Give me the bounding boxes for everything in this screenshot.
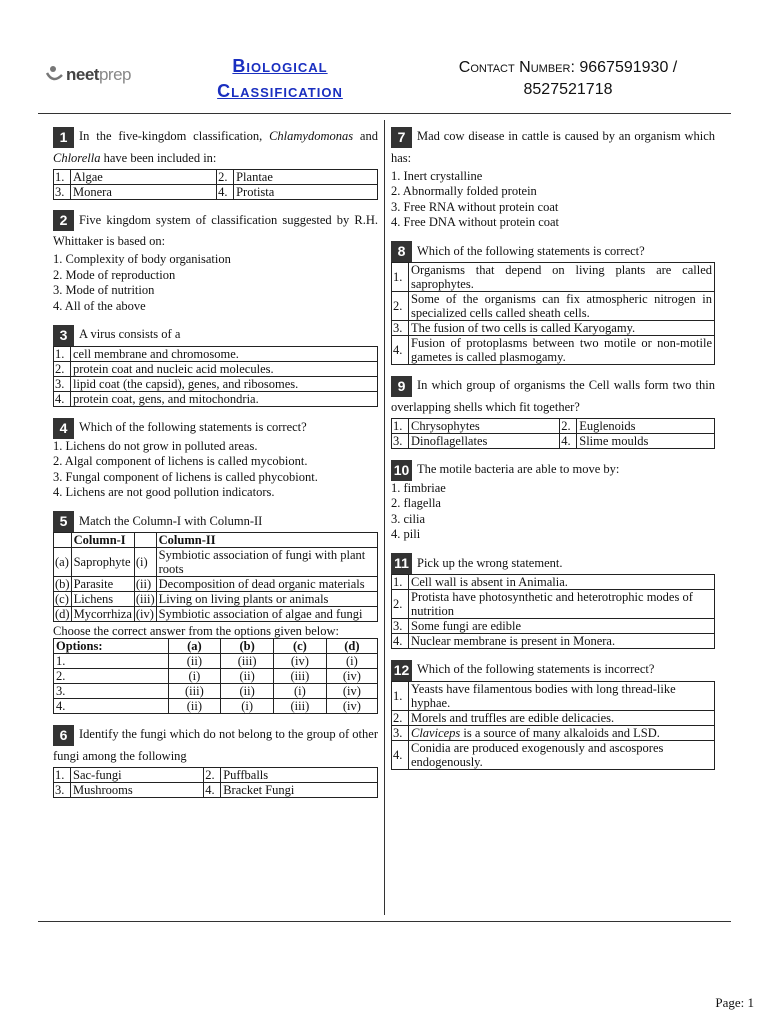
- question-10: [391, 459, 715, 543]
- question-number: 1: [53, 127, 74, 148]
- option-item: 1. Complexity of body organisation: [53, 252, 231, 267]
- cell: (ii): [221, 669, 274, 684]
- option-text: Euglenoids: [577, 418, 715, 433]
- cell: 4.: [54, 699, 169, 714]
- cell: Symbiotic association of fungi with plant roots: [156, 548, 377, 577]
- option-number: 3.: [54, 782, 71, 797]
- person-icon: [44, 64, 66, 86]
- column-divider: [384, 120, 385, 915]
- option-number: 4.: [392, 634, 409, 649]
- contact-number-1: 9667591930 /: [579, 59, 678, 76]
- question-number: 12: [391, 660, 412, 681]
- question-text: have been included in:: [100, 150, 217, 165]
- option-number: 1.: [54, 767, 71, 782]
- question-number: 10: [391, 460, 412, 481]
- cell: (i): [274, 684, 327, 699]
- page-number: Page: 1: [715, 995, 754, 1010]
- contact-number-2: 8527521718: [523, 81, 613, 98]
- options-table: [53, 169, 378, 200]
- question-4: [53, 417, 378, 501]
- option-number: 4.: [392, 740, 409, 769]
- right-column: [391, 126, 715, 780]
- question-7: [391, 126, 715, 231]
- option-text: Monera: [71, 184, 217, 199]
- question-text: Identify the fungi which do not belong to the group of other fungi among the following: [53, 727, 378, 763]
- option-item: 4. Free DNA without protein coat: [391, 215, 560, 230]
- option-text: Some fungi are edible: [409, 619, 715, 634]
- match-table: [53, 532, 378, 622]
- cell: 3.: [54, 684, 169, 699]
- option-item: 3. Fungal component of lichens is called phycobiont.: [53, 469, 318, 484]
- option-number: 2.: [560, 418, 577, 433]
- cell: Saprophyte: [71, 548, 134, 577]
- question-text-italic: Chlorella: [53, 150, 101, 165]
- option-text: [409, 725, 715, 740]
- options-table: [391, 262, 715, 365]
- cell: (iv): [326, 669, 377, 684]
- question-8: [391, 241, 715, 366]
- options-table: [391, 681, 715, 770]
- option-number: 1.: [392, 681, 409, 710]
- option-item: 3. Mode of nutrition: [53, 283, 155, 298]
- question-12: [391, 659, 715, 770]
- option-number: 2.: [54, 361, 71, 376]
- option-item: 2. Algal component of lichens is called mycobiont.: [53, 454, 308, 468]
- options-list: [53, 252, 378, 314]
- column-header: Column-I: [71, 533, 134, 548]
- option-text: Bracket Fungi: [221, 782, 378, 797]
- cell: 2.: [54, 669, 169, 684]
- option-number: 3.: [392, 725, 409, 740]
- option-number: 1.: [392, 575, 409, 590]
- cell: (iv): [326, 699, 377, 714]
- option-item: 3. cilia: [391, 511, 426, 526]
- option-text: protein coat and nucleic acid molecules.: [71, 361, 378, 376]
- option-text: Mushrooms: [71, 782, 204, 797]
- option-text: Algae: [71, 169, 217, 184]
- column-header: Column-II: [156, 533, 377, 548]
- row-label: (ii): [134, 577, 156, 592]
- row-label: (a): [54, 548, 72, 577]
- option-text: Organisms that depend on living plants are called saprophytes.: [409, 263, 715, 292]
- cell: (i): [168, 669, 221, 684]
- column-header: Options:: [54, 639, 169, 654]
- option-text: lipid coat (the capsid), genes, and ribosomes.: [71, 376, 378, 391]
- option-number: 2.: [392, 590, 409, 619]
- question-2: [53, 210, 378, 315]
- cell: (iii): [274, 699, 327, 714]
- option-item: 4. All of the above: [53, 298, 146, 313]
- cell: (ii): [168, 699, 221, 714]
- option-text: Yeasts have filamentous bodies with long thread-like hyphae.: [409, 681, 715, 710]
- question-1: [53, 126, 378, 200]
- option-item: 2. Abnormally folded protein: [391, 184, 537, 199]
- options-table: [53, 346, 378, 407]
- options-table: [391, 418, 715, 449]
- question-number: 9: [391, 376, 412, 397]
- footer-divider: [38, 921, 731, 922]
- title-line-2: Classification: [217, 81, 343, 101]
- option-number: 3.: [54, 376, 71, 391]
- option-item: 4. Lichens are not good pollution indicators.: [53, 485, 275, 499]
- question-text-italic: Chlamydomonas: [269, 129, 354, 143]
- question-text: and: [353, 129, 378, 143]
- option-text: Protista: [234, 184, 378, 199]
- options-list: [391, 481, 715, 543]
- question-number: 6: [53, 725, 74, 746]
- page-title: [180, 54, 380, 104]
- column-header: (b): [221, 639, 274, 654]
- option-item: 1. Inert crystalline: [391, 168, 483, 183]
- question-number: 3: [53, 325, 74, 346]
- cell: (iv): [274, 654, 327, 669]
- option-item: 3. Free RNA without protein coat: [391, 199, 559, 214]
- option-number: 3.: [392, 619, 409, 634]
- question-text: Which of the following statements is correct?: [417, 243, 645, 258]
- cell: Living on living plants or animals: [156, 592, 377, 607]
- column-header: (a): [168, 639, 221, 654]
- option-text: protein coat, gens, and mitochondria.: [71, 391, 378, 406]
- option-text: Plantae: [234, 169, 378, 184]
- question-number: 4: [53, 418, 74, 439]
- question-9: [391, 375, 715, 449]
- option-number: 4.: [392, 336, 409, 365]
- option-text: Some of the organisms can fix atmospheric nitrogen in specialized cells called sheath cells.: [409, 292, 715, 321]
- row-label: (b): [55, 577, 70, 592]
- question-text: Match the Column-I with Column-II: [79, 513, 263, 528]
- option-number: 4.: [54, 391, 71, 406]
- column-header: (d): [326, 639, 377, 654]
- option-text: Sac-fungi: [71, 767, 204, 782]
- cell: Decomposition of dead organic materials: [156, 577, 377, 592]
- option-text: Fusion of protoplasms between two motile or non-motile gametes is called plasmogamy.: [409, 336, 715, 365]
- cell: Mycorrhiza: [71, 607, 134, 622]
- option-text: cell membrane and chromosome.: [71, 346, 378, 361]
- cell: (iv): [326, 684, 377, 699]
- question-text: A virus consists of a: [79, 327, 181, 342]
- option-number: 4.: [204, 782, 221, 797]
- question-text: The motile bacteria are able to move by:: [417, 461, 620, 476]
- option-text: Cell wall is absent in Animalia.: [409, 575, 715, 590]
- neetprep-logo: [44, 64, 131, 86]
- cell: Symbiotic association of algae and fungi: [156, 607, 377, 622]
- option-text: Puffballs: [221, 767, 378, 782]
- cell: (ii): [168, 654, 221, 669]
- column-header: (c): [274, 639, 327, 654]
- row-label: (iv): [134, 607, 156, 622]
- cell: (iii): [168, 684, 221, 699]
- option-text: Nuclear membrane is present in Monera.: [409, 634, 715, 649]
- row-label: (iii): [135, 592, 155, 607]
- page-header: [0, 0, 768, 115]
- question-number: 11: [391, 553, 412, 574]
- question-number: 5: [53, 511, 74, 532]
- option-number: 4.: [560, 433, 577, 448]
- question-text: Which of the following statements is correct?: [79, 419, 307, 434]
- option-text: Chrysophytes: [409, 418, 560, 433]
- option-item: 4. pili: [391, 527, 421, 541]
- logo-text-accent: prep: [98, 65, 131, 84]
- option-number: 4.: [217, 184, 234, 199]
- option-number: 1.: [392, 263, 409, 292]
- option-text: Morels and truffles are edible delicacies.: [409, 710, 715, 725]
- cell: (ii): [221, 684, 274, 699]
- option-text: Conidia are produced exogenously and ascospores endogenously.: [409, 740, 715, 769]
- options-table: [53, 767, 378, 798]
- option-number: 3.: [392, 433, 409, 448]
- option-number: 2.: [204, 767, 221, 782]
- option-item: 2. flagella: [391, 496, 441, 510]
- row-label: (i): [134, 548, 156, 577]
- contact-info: [418, 57, 718, 101]
- option-number: 3.: [54, 184, 71, 199]
- options-table: [391, 574, 715, 649]
- row-label: (d): [55, 607, 70, 622]
- header-divider: [38, 113, 731, 114]
- cell: Parasite: [71, 577, 134, 592]
- cell: (iii): [274, 669, 327, 684]
- option-number: 1.: [54, 346, 71, 361]
- question-text: Which of the following statements is incorrect?: [417, 662, 655, 677]
- option-item: 1. Lichens do not grow in polluted areas.: [53, 438, 258, 453]
- option-item: 2. Mode of reproduction: [53, 267, 176, 282]
- left-column: [53, 126, 378, 808]
- options-list: [391, 169, 715, 231]
- question-11: [391, 553, 715, 650]
- cell: Lichens: [71, 592, 134, 607]
- question-text: Mad cow disease in cattle is caused by an organism which has:: [391, 129, 715, 165]
- answer-options-table: [53, 638, 378, 714]
- logo-text-main: neet: [66, 65, 99, 84]
- question-text: Pick up the wrong statement.: [417, 555, 563, 570]
- cell: (i): [221, 699, 274, 714]
- option-number: 2.: [217, 169, 234, 184]
- question-number: 2: [53, 210, 74, 231]
- question-text: Five kingdom system of classification suggested by R.H. Whittaker is based on:: [53, 212, 378, 249]
- option-text: The fusion of two cells is called Karyogamy.: [409, 321, 715, 336]
- question-text: In which group of organisms the Cell walls form two thin overlapping shells which fit together?: [391, 378, 715, 414]
- question-number: 7: [391, 127, 412, 148]
- options-list: [53, 439, 378, 501]
- question-5: [53, 511, 378, 715]
- option-text: Protista have photosynthetic and heterotrophic modes of nutrition: [409, 590, 715, 619]
- instruction-text: Choose the correct answer from the options given below:: [53, 624, 340, 639]
- option-number: 2.: [392, 292, 409, 321]
- option-text: Slime moulds: [577, 433, 715, 448]
- cell: 1.: [54, 654, 169, 669]
- option-number: 1.: [392, 418, 409, 433]
- option-item: 1. fimbriae: [391, 480, 446, 495]
- option-number: 1.: [54, 169, 71, 184]
- contact-label: Contact Number:: [458, 59, 575, 76]
- title-line-1: Biological: [232, 56, 328, 76]
- question-6: [53, 724, 378, 798]
- question-number: 8: [391, 241, 412, 262]
- option-text-rest: is a source of many alkaloids and LSD.: [460, 725, 660, 740]
- option-text: Dinoflagellates: [409, 433, 560, 448]
- question-3: [53, 324, 378, 407]
- cell: (iii): [221, 654, 274, 669]
- row-label: (c): [54, 592, 72, 607]
- option-text-italic: Claviceps: [411, 725, 461, 740]
- question-text: In the five-kingdom classification,: [79, 129, 270, 143]
- option-number: 3.: [392, 321, 409, 336]
- cell: (i): [326, 654, 377, 669]
- option-number: 2.: [392, 710, 409, 725]
